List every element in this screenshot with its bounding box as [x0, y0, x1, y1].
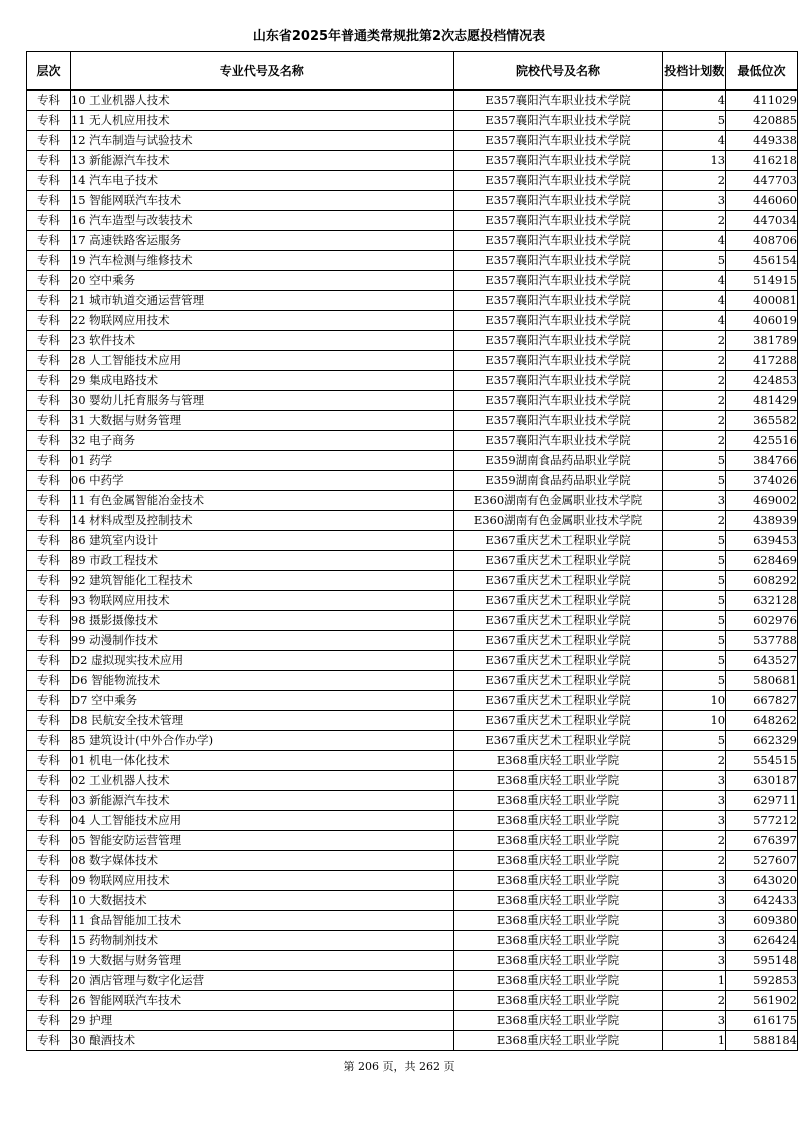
cell-major: D8 民航安全技术管理 — [70, 711, 453, 731]
cell-school: E359湖南食品药品职业学院 — [453, 471, 663, 491]
cell-plan: 5 — [663, 251, 726, 271]
cell-min-rank: 632128 — [726, 591, 798, 611]
cell-min-rank: 639453 — [726, 531, 798, 551]
cell-level: 专科 — [27, 291, 71, 311]
cell-school: E357襄阳汽车职业技术学院 — [453, 411, 663, 431]
cell-plan: 3 — [663, 771, 726, 791]
cell-school: E368重庆轻工职业学院 — [453, 831, 663, 851]
cell-school: E357襄阳汽车职业技术学院 — [453, 211, 663, 231]
cell-plan: 4 — [663, 271, 726, 291]
cell-min-rank: 416218 — [726, 151, 798, 171]
cell-major: 19 大数据与财务管理 — [70, 951, 453, 971]
cell-major: 20 酒店管理与数字化运营 — [70, 971, 453, 991]
cell-plan: 5 — [663, 551, 726, 571]
cell-plan: 3 — [663, 811, 726, 831]
cell-major: 22 物联网应用技术 — [70, 311, 453, 331]
cell-school: E368重庆轻工职业学院 — [453, 791, 663, 811]
cell-min-rank: 592853 — [726, 971, 798, 991]
cell-min-rank: 642433 — [726, 891, 798, 911]
cell-min-rank: 608292 — [726, 571, 798, 591]
cell-plan: 4 — [663, 231, 726, 251]
cell-major: 10 工业机器人技术 — [70, 90, 453, 111]
cell-school: E368重庆轻工职业学院 — [453, 1031, 663, 1051]
cell-plan: 1 — [663, 1031, 726, 1051]
cell-major: 06 中药学 — [70, 471, 453, 491]
cell-plan: 4 — [663, 90, 726, 111]
table-row — [27, 471, 798, 491]
table-row — [27, 911, 798, 931]
cell-min-rank: 629711 — [726, 791, 798, 811]
table-row — [27, 411, 798, 431]
cell-min-rank: 469002 — [726, 491, 798, 511]
cell-school: E367重庆艺术工程职业学院 — [453, 611, 663, 631]
cell-min-rank: 628469 — [726, 551, 798, 571]
table-row — [27, 291, 798, 311]
cell-level: 专科 — [27, 971, 71, 991]
table-row — [27, 491, 798, 511]
table-row — [27, 591, 798, 611]
cell-level: 专科 — [27, 251, 71, 271]
cell-school: E367重庆艺术工程职业学院 — [453, 631, 663, 651]
cell-plan: 5 — [663, 671, 726, 691]
cell-major: 93 物联网应用技术 — [70, 591, 453, 611]
table-row — [27, 511, 798, 531]
cell-level: 专科 — [27, 711, 71, 731]
cell-level: 专科 — [27, 611, 71, 631]
cell-plan: 3 — [663, 791, 726, 811]
cell-min-rank: 381789 — [726, 331, 798, 351]
cell-min-rank: 456154 — [726, 251, 798, 271]
cell-major: 20 空中乘务 — [70, 271, 453, 291]
cell-level: 专科 — [27, 351, 71, 371]
cell-school: E357襄阳汽车职业技术学院 — [453, 231, 663, 251]
cell-plan: 2 — [663, 391, 726, 411]
table-row — [27, 90, 798, 111]
cell-major: 11 食品智能加工技术 — [70, 911, 453, 931]
cell-major: D6 智能物流技术 — [70, 671, 453, 691]
cell-level: 专科 — [27, 111, 71, 131]
cell-major: 19 汽车检测与维修技术 — [70, 251, 453, 271]
cell-plan: 2 — [663, 751, 726, 771]
table-row — [27, 791, 798, 811]
cell-min-rank: 481429 — [726, 391, 798, 411]
cell-major: 03 新能源汽车技术 — [70, 791, 453, 811]
cell-plan: 3 — [663, 871, 726, 891]
page-footer: 第 206 页，共 262 页 — [343, 1060, 455, 1073]
cell-major: 26 智能网联汽车技术 — [70, 991, 453, 1011]
cell-major: 30 婴幼儿托育服务与管理 — [70, 391, 453, 411]
cell-major: 29 护理 — [70, 1011, 453, 1031]
cell-school: E367重庆艺术工程职业学院 — [453, 731, 663, 751]
cell-level: 专科 — [27, 151, 71, 171]
table-row — [27, 351, 798, 371]
cell-major: 89 市政工程技术 — [70, 551, 453, 571]
cell-level: 专科 — [27, 851, 71, 871]
cell-min-rank: 643527 — [726, 651, 798, 671]
header-level: 层次 — [27, 52, 71, 91]
header-major: 专业代号及名称 — [70, 52, 453, 91]
table-row — [27, 191, 798, 211]
cell-school: E357襄阳汽车职业技术学院 — [453, 431, 663, 451]
cell-major: 09 物联网应用技术 — [70, 871, 453, 891]
cell-major: D2 虚拟现实技术应用 — [70, 651, 453, 671]
cell-level: 专科 — [27, 90, 71, 111]
header-plan: 投档计划数 — [663, 52, 726, 91]
cell-school: E357襄阳汽车职业技术学院 — [453, 90, 663, 111]
table-row — [27, 211, 798, 231]
cell-plan: 5 — [663, 651, 726, 671]
cell-school: E357襄阳汽车职业技术学院 — [453, 171, 663, 191]
cell-school: E359湖南食品药品职业学院 — [453, 451, 663, 471]
cell-plan: 2 — [663, 991, 726, 1011]
cell-major: 16 汽车造型与改装技术 — [70, 211, 453, 231]
header-school: 院校代号及名称 — [453, 52, 663, 91]
cell-school: E368重庆轻工职业学院 — [453, 931, 663, 951]
cell-school: E368重庆轻工职业学院 — [453, 911, 663, 931]
table-row — [27, 651, 798, 671]
table-row — [27, 691, 798, 711]
cell-plan: 3 — [663, 931, 726, 951]
cell-plan: 4 — [663, 311, 726, 331]
cell-major: 04 人工智能技术应用 — [70, 811, 453, 831]
cell-school: E367重庆艺术工程职业学院 — [453, 671, 663, 691]
cell-major: 15 药物制剂技术 — [70, 931, 453, 951]
cell-min-rank: 449338 — [726, 131, 798, 151]
cell-major: 13 新能源汽车技术 — [70, 151, 453, 171]
table-row — [27, 551, 798, 571]
cell-level: 专科 — [27, 891, 71, 911]
cell-plan: 5 — [663, 571, 726, 591]
cell-plan: 3 — [663, 1011, 726, 1031]
cell-min-rank: 527607 — [726, 851, 798, 871]
table-row — [27, 331, 798, 351]
cell-school: E357襄阳汽车职业技术学院 — [453, 111, 663, 131]
cell-plan: 5 — [663, 591, 726, 611]
cell-min-rank: 561902 — [726, 991, 798, 1011]
cell-level: 专科 — [27, 271, 71, 291]
cell-school: E368重庆轻工职业学院 — [453, 971, 663, 991]
table-row — [27, 1031, 798, 1051]
cell-level: 专科 — [27, 931, 71, 951]
cell-plan: 2 — [663, 851, 726, 871]
cell-level: 专科 — [27, 771, 71, 791]
table-row — [27, 131, 798, 151]
cell-min-rank: 406019 — [726, 311, 798, 331]
table-row — [27, 711, 798, 731]
table-row — [27, 891, 798, 911]
cell-major: 01 药学 — [70, 451, 453, 471]
table-row — [27, 731, 798, 751]
cell-min-rank: 417288 — [726, 351, 798, 371]
cell-plan: 5 — [663, 471, 726, 491]
cell-level: 专科 — [27, 1011, 71, 1031]
cell-plan: 3 — [663, 951, 726, 971]
cell-major: 99 动漫制作技术 — [70, 631, 453, 651]
cell-min-rank: 446060 — [726, 191, 798, 211]
admission-table — [26, 51, 798, 1051]
table-row — [27, 631, 798, 651]
cell-major: 14 汽车电子技术 — [70, 171, 453, 191]
cell-plan: 2 — [663, 171, 726, 191]
cell-plan: 5 — [663, 531, 726, 551]
cell-school: E368重庆轻工职业学院 — [453, 811, 663, 831]
cell-min-rank: 667827 — [726, 691, 798, 711]
cell-min-rank: 411029 — [726, 90, 798, 111]
cell-level: 专科 — [27, 511, 71, 531]
table-row — [27, 431, 798, 451]
cell-plan: 2 — [663, 411, 726, 431]
table-row — [27, 391, 798, 411]
cell-major: 08 数字媒体技术 — [70, 851, 453, 871]
table-row — [27, 571, 798, 591]
cell-major: 15 智能网联汽车技术 — [70, 191, 453, 211]
table-row — [27, 371, 798, 391]
cell-school: E367重庆艺术工程职业学院 — [453, 651, 663, 671]
cell-plan: 3 — [663, 891, 726, 911]
cell-level: 专科 — [27, 371, 71, 391]
cell-major: 02 工业机器人技术 — [70, 771, 453, 791]
cell-level: 专科 — [27, 211, 71, 231]
cell-school: E368重庆轻工职业学院 — [453, 991, 663, 1011]
cell-school: E357襄阳汽车职业技术学院 — [453, 151, 663, 171]
cell-level: 专科 — [27, 451, 71, 471]
cell-major: 12 汽车制造与试验技术 — [70, 131, 453, 151]
table-body — [27, 90, 798, 1051]
cell-school: E357襄阳汽车职业技术学院 — [453, 251, 663, 271]
cell-school: E368重庆轻工职业学院 — [453, 871, 663, 891]
cell-level: 专科 — [27, 531, 71, 551]
cell-level: 专科 — [27, 631, 71, 651]
cell-plan: 13 — [663, 151, 726, 171]
cell-level: 专科 — [27, 231, 71, 251]
table-row — [27, 171, 798, 191]
cell-min-rank: 438939 — [726, 511, 798, 531]
cell-plan: 2 — [663, 371, 726, 391]
cell-major: D7 空中乘务 — [70, 691, 453, 711]
page-title: 山东省2025年普通类常规批第2次志愿投档情况表 — [252, 29, 546, 44]
cell-plan: 10 — [663, 711, 726, 731]
cell-min-rank: 400081 — [726, 291, 798, 311]
cell-major: 11 有色金属智能冶金技术 — [70, 491, 453, 511]
cell-major: 10 大数据技术 — [70, 891, 453, 911]
cell-school: E357襄阳汽车职业技术学院 — [453, 191, 663, 211]
cell-major: 98 摄影摄像技术 — [70, 611, 453, 631]
cell-major: 30 酿酒技术 — [70, 1031, 453, 1051]
cell-min-rank: 365582 — [726, 411, 798, 431]
cell-level: 专科 — [27, 811, 71, 831]
cell-plan: 5 — [663, 451, 726, 471]
cell-min-rank: 554515 — [726, 751, 798, 771]
table-row — [27, 951, 798, 971]
cell-min-rank: 588184 — [726, 1031, 798, 1051]
cell-major: 32 电子商务 — [70, 431, 453, 451]
cell-major: 17 高速铁路客运服务 — [70, 231, 453, 251]
cell-school: E360湖南有色金属职业技术学院 — [453, 511, 663, 531]
cell-min-rank: 630187 — [726, 771, 798, 791]
cell-plan: 3 — [663, 491, 726, 511]
cell-level: 专科 — [27, 391, 71, 411]
cell-level: 专科 — [27, 191, 71, 211]
table-row — [27, 111, 798, 131]
cell-level: 专科 — [27, 1031, 71, 1051]
cell-level: 专科 — [27, 331, 71, 351]
cell-school: E357襄阳汽车职业技术学院 — [453, 271, 663, 291]
cell-school: E357襄阳汽车职业技术学院 — [453, 391, 663, 411]
cell-level: 专科 — [27, 591, 71, 611]
table-row — [27, 1011, 798, 1031]
cell-school: E360湖南有色金属职业技术学院 — [453, 491, 663, 511]
table-row — [27, 851, 798, 871]
cell-plan: 10 — [663, 691, 726, 711]
cell-major: 29 集成电路技术 — [70, 371, 453, 391]
cell-level: 专科 — [27, 791, 71, 811]
cell-min-rank: 676397 — [726, 831, 798, 851]
cell-plan: 2 — [663, 331, 726, 351]
cell-major: 23 软件技术 — [70, 331, 453, 351]
cell-school: E367重庆艺术工程职业学院 — [453, 711, 663, 731]
cell-min-rank: 425516 — [726, 431, 798, 451]
cell-level: 专科 — [27, 551, 71, 571]
cell-plan: 2 — [663, 511, 726, 531]
cell-level: 专科 — [27, 911, 71, 931]
table-row — [27, 751, 798, 771]
cell-level: 专科 — [27, 431, 71, 451]
table-row — [27, 771, 798, 791]
table-row — [27, 251, 798, 271]
cell-level: 专科 — [27, 831, 71, 851]
table-row — [27, 671, 798, 691]
cell-plan: 3 — [663, 191, 726, 211]
cell-school: E368重庆轻工职业学院 — [453, 751, 663, 771]
cell-min-rank: 420885 — [726, 111, 798, 131]
cell-school: E357襄阳汽车职业技术学院 — [453, 131, 663, 151]
cell-min-rank: 595148 — [726, 951, 798, 971]
table-row — [27, 871, 798, 891]
cell-school: E368重庆轻工职业学院 — [453, 891, 663, 911]
cell-min-rank: 424853 — [726, 371, 798, 391]
cell-level: 专科 — [27, 871, 71, 891]
cell-level: 专科 — [27, 691, 71, 711]
cell-min-rank: 408706 — [726, 231, 798, 251]
cell-school: E367重庆艺术工程职业学院 — [453, 551, 663, 571]
cell-min-rank: 514915 — [726, 271, 798, 291]
table-row — [27, 231, 798, 251]
cell-plan: 2 — [663, 211, 726, 231]
cell-plan: 5 — [663, 731, 726, 751]
cell-level: 专科 — [27, 491, 71, 511]
cell-min-rank: 648262 — [726, 711, 798, 731]
cell-min-rank: 662329 — [726, 731, 798, 751]
cell-plan: 2 — [663, 351, 726, 371]
cell-major: 14 材料成型及控制技术 — [70, 511, 453, 531]
cell-min-rank: 602976 — [726, 611, 798, 631]
cell-major: 85 建筑设计(中外合作办学) — [70, 731, 453, 751]
cell-level: 专科 — [27, 411, 71, 431]
cell-plan: 2 — [663, 831, 726, 851]
cell-plan: 3 — [663, 911, 726, 931]
cell-major: 28 人工智能技术应用 — [70, 351, 453, 371]
cell-major: 21 城市轨道交通运营管理 — [70, 291, 453, 311]
cell-plan: 2 — [663, 431, 726, 451]
table-row — [27, 151, 798, 171]
cell-min-rank: 447703 — [726, 171, 798, 191]
table-row — [27, 271, 798, 291]
cell-min-rank: 374026 — [726, 471, 798, 491]
table-row — [27, 531, 798, 551]
table-row — [27, 971, 798, 991]
table-row — [27, 811, 798, 831]
cell-major: 86 建筑室内设计 — [70, 531, 453, 551]
cell-major: 11 无人机应用技术 — [70, 111, 453, 131]
table-row — [27, 451, 798, 471]
cell-major: 05 智能安防运营管理 — [70, 831, 453, 851]
cell-school: E367重庆艺术工程职业学院 — [453, 591, 663, 611]
cell-major: 92 建筑智能化工程技术 — [70, 571, 453, 591]
cell-plan: 5 — [663, 611, 726, 631]
cell-min-rank: 577212 — [726, 811, 798, 831]
cell-school: E357襄阳汽车职业技术学院 — [453, 331, 663, 351]
cell-plan: 5 — [663, 111, 726, 131]
cell-min-rank: 580681 — [726, 671, 798, 691]
cell-school: E367重庆艺术工程职业学院 — [453, 571, 663, 591]
table-header-row — [27, 52, 798, 91]
cell-level: 专科 — [27, 131, 71, 151]
cell-min-rank: 537788 — [726, 631, 798, 651]
cell-major: 31 大数据与财务管理 — [70, 411, 453, 431]
cell-min-rank: 447034 — [726, 211, 798, 231]
cell-plan: 4 — [663, 291, 726, 311]
cell-level: 专科 — [27, 471, 71, 491]
cell-level: 专科 — [27, 671, 71, 691]
cell-level: 专科 — [27, 731, 71, 751]
cell-level: 专科 — [27, 651, 71, 671]
cell-school: E368重庆轻工职业学院 — [453, 1011, 663, 1031]
cell-school: E368重庆轻工职业学院 — [453, 951, 663, 971]
cell-level: 专科 — [27, 571, 71, 591]
cell-min-rank: 616175 — [726, 1011, 798, 1031]
cell-level: 专科 — [27, 751, 71, 771]
cell-school: E357襄阳汽车职业技术学院 — [453, 351, 663, 371]
cell-school: E357襄阳汽车职业技术学院 — [453, 371, 663, 391]
cell-school: E367重庆艺术工程职业学院 — [453, 531, 663, 551]
cell-major: 01 机电一体化技术 — [70, 751, 453, 771]
cell-min-rank: 643020 — [726, 871, 798, 891]
table-row — [27, 611, 798, 631]
cell-level: 专科 — [27, 991, 71, 1011]
table-row — [27, 991, 798, 1011]
table-row — [27, 831, 798, 851]
cell-school: E367重庆艺术工程职业学院 — [453, 691, 663, 711]
cell-school: E368重庆轻工职业学院 — [453, 771, 663, 791]
table-row — [27, 931, 798, 951]
cell-plan: 1 — [663, 971, 726, 991]
cell-school: E357襄阳汽车职业技术学院 — [453, 311, 663, 331]
cell-level: 专科 — [27, 951, 71, 971]
cell-school: E357襄阳汽车职业技术学院 — [453, 291, 663, 311]
cell-min-rank: 626424 — [726, 931, 798, 951]
header-min-rank: 最低位次 — [726, 52, 798, 91]
cell-plan: 4 — [663, 131, 726, 151]
cell-level: 专科 — [27, 171, 71, 191]
cell-plan: 5 — [663, 631, 726, 651]
cell-level: 专科 — [27, 311, 71, 331]
table-row — [27, 311, 798, 331]
cell-min-rank: 384766 — [726, 451, 798, 471]
cell-school: E368重庆轻工职业学院 — [453, 851, 663, 871]
cell-min-rank: 609380 — [726, 911, 798, 931]
